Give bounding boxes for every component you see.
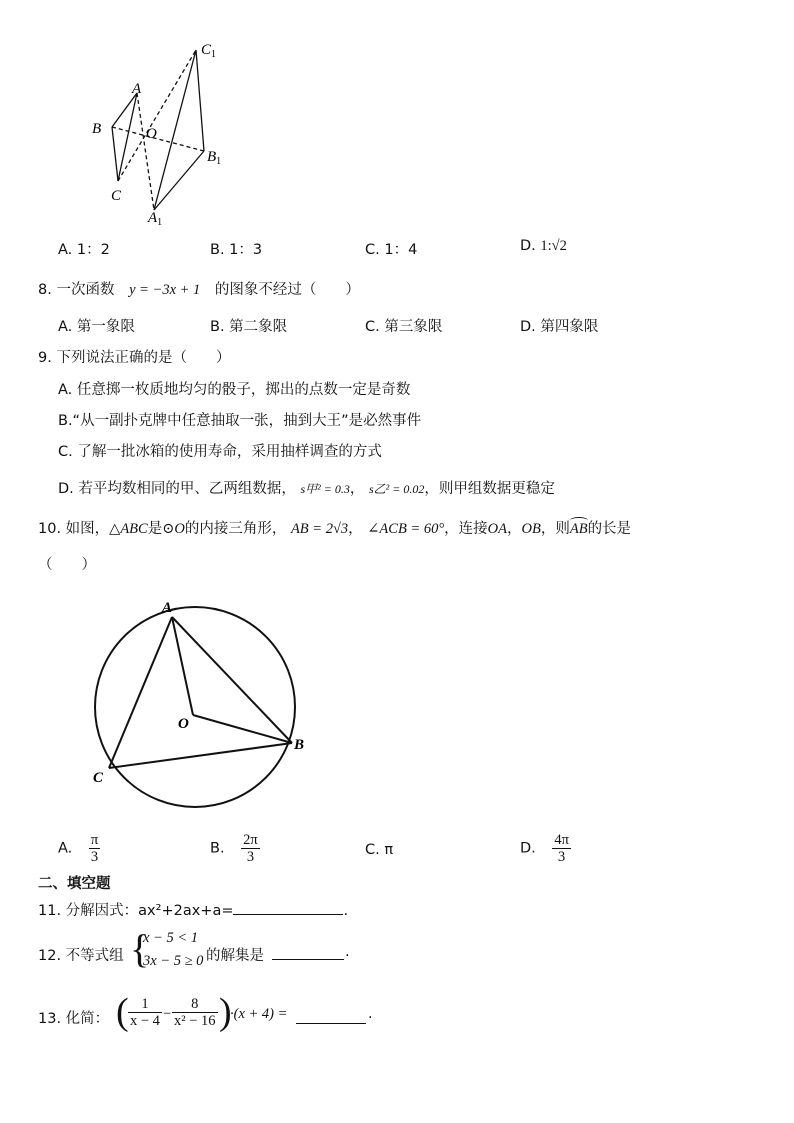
- q13-paren-right: ): [219, 991, 232, 1033]
- q9-option-c[interactable]: C. 了解一批冰箱的使用寿命，采用抽样调查的方式: [58, 444, 382, 460]
- q8-stem-pre: 8. 一次函数: [38, 282, 115, 298]
- q7-option-b[interactable]: B. 1：3: [210, 242, 263, 258]
- q12-answer-blank[interactable]: [272, 946, 344, 960]
- q10-arc-mark: [570, 517, 588, 524]
- label-C: C: [111, 188, 122, 204]
- q13-pre: 13. 化简：: [38, 1011, 110, 1027]
- q8-stem: [38, 278, 360, 299]
- q10-label-a: A: [162, 600, 173, 616]
- q13-end: .: [368, 1006, 373, 1022]
- q10-seg-ob: [193, 715, 292, 743]
- q10-label-c: C: [93, 770, 104, 786]
- q10-stem-1: 10. 如图，: [38, 521, 110, 537]
- q9-option-d[interactable]: [58, 477, 555, 498]
- q12-brace: {: [130, 926, 150, 971]
- q8-option-c[interactable]: C. 第三象限: [365, 319, 443, 335]
- q9-sep: ，: [349, 481, 365, 497]
- q12-row1: x − 5 < 1: [143, 930, 199, 946]
- q9-stem: 9. 下列说法正确的是（ ）: [38, 350, 231, 366]
- q10-circle: ⊙O: [162, 521, 185, 537]
- q8-option-a[interactable]: A. 第一象限: [58, 319, 135, 335]
- label-A: A: [132, 81, 142, 97]
- q10-option-b-pre: B.: [210, 840, 225, 857]
- q10-stem-5: ，则: [540, 521, 570, 537]
- seg-C1-B1: [196, 50, 204, 151]
- q10-seg-bc: [109, 743, 292, 768]
- q10-label-o: O: [178, 716, 189, 732]
- q10-stem-4: ，连接: [444, 521, 488, 537]
- q10-paren: （ ）: [38, 557, 96, 573]
- q10-triangle: △ABC: [109, 521, 148, 537]
- q12-post: 的解集是: [206, 948, 264, 964]
- q11-text: 11. 分解因式：ax²+2ax+a=: [38, 903, 234, 919]
- q9-option-d-pre: D. 若平均数相同的甲、乙两组数据，: [58, 481, 296, 497]
- q10-option-a-pre: A.: [58, 840, 73, 857]
- q11-answer-blank[interactable]: [233, 901, 343, 915]
- q8-option-b[interactable]: B. 第二象限: [210, 319, 288, 335]
- q8-formula: y = −3x + 1: [129, 282, 201, 298]
- q11-end: .: [343, 903, 349, 919]
- q10-option-d-pre: D.: [520, 840, 536, 857]
- q7-option-d[interactable]: [520, 238, 567, 255]
- q10-option-a-frac: $\frac{\pi}{3}$: [90, 832, 99, 865]
- q9-option-d-post: ，则甲组数据更稳定: [424, 481, 555, 497]
- q10-arc-ab: AB: [570, 521, 588, 538]
- q8-option-d[interactable]: D. 第四象限: [520, 319, 599, 335]
- label-O: O: [146, 126, 157, 142]
- label-A1: $A_1$: [148, 210, 163, 228]
- q12-row2: 3x − 5 ≥ 0: [143, 953, 204, 969]
- q13-mult: ·(x + 4) =: [230, 1006, 288, 1022]
- q13-minus: −: [163, 1006, 172, 1022]
- q10-stem-2: 是: [147, 521, 163, 537]
- q10-seg-ca: [109, 617, 172, 768]
- q12-pre: 12. 不等式组: [38, 948, 124, 964]
- q11: [38, 899, 348, 920]
- seg-C-C1: [118, 50, 196, 181]
- q13-paren-left: (: [116, 991, 129, 1033]
- q13-answer-blank[interactable]: [296, 1010, 366, 1024]
- q10-stem-6: 的长是: [587, 521, 632, 537]
- q10-oa: OA: [487, 521, 507, 537]
- q10-label-b: B: [294, 737, 305, 753]
- q7-option-d-prefix: D.: [520, 238, 536, 254]
- label-C1: $C_1$: [201, 42, 217, 60]
- label-B1: $B_1$: [207, 149, 222, 167]
- q10-circle-o: [95, 607, 295, 807]
- q13-frac-1: $\frac{1}{x - 4}$: [130, 996, 160, 1029]
- q8-stem-post: 的图象不经过（ ）: [214, 282, 360, 298]
- q9-variance-jia: s甲² = 0.3: [300, 482, 350, 496]
- q7-option-a[interactable]: A. 1：2: [58, 242, 110, 258]
- section-title-fill-in: 二、填空题: [38, 876, 111, 892]
- q10-option-b[interactable]: [210, 832, 260, 865]
- q7-figure: [80, 38, 240, 228]
- q10-sep2: ，: [507, 521, 522, 537]
- q10-sep: ，: [348, 521, 363, 537]
- q10-stem: [38, 517, 631, 538]
- q10-seg-ab: [172, 617, 292, 743]
- q10-option-a[interactable]: [58, 832, 100, 865]
- seg-B-C: [112, 127, 118, 181]
- q10-stem-3: 的内接三角形，: [184, 521, 287, 537]
- q10-option-d[interactable]: [520, 832, 571, 865]
- q12-end: .: [345, 944, 350, 960]
- q10-option-c[interactable]: C. π: [365, 842, 394, 858]
- q10-ab-length: AB = 2√3: [290, 521, 349, 537]
- label-B: B: [92, 121, 102, 137]
- q10-option-b-frac: $\frac{2\pi}{3}$: [243, 832, 258, 865]
- q7-option-c[interactable]: C. 1：4: [365, 242, 418, 258]
- q7-option-d-value: 1:√2: [540, 238, 567, 254]
- q10-figure: [85, 592, 315, 822]
- q9-variance-yi: s乙² = 0.02: [368, 482, 425, 496]
- q10-option-d-frac: $\frac{4\pi}{3}$: [554, 832, 569, 865]
- q10-seg-oa: [172, 617, 193, 715]
- q13-frac-2: $\frac{8}{\text{x² − 16}}$: [174, 996, 216, 1029]
- seg-A-A1: [137, 93, 154, 210]
- q9-option-b[interactable]: B.“从一副扑克牌中任意抽取一张，抽到大王”是必然事件: [58, 413, 422, 429]
- q10-ob: OB: [521, 521, 541, 537]
- q10-angle-acb: ∠ACB = 60°: [367, 521, 445, 537]
- q9-option-a[interactable]: A. 任意掷一枚质地均匀的骰子，掷出的点数一定是奇数: [58, 382, 411, 398]
